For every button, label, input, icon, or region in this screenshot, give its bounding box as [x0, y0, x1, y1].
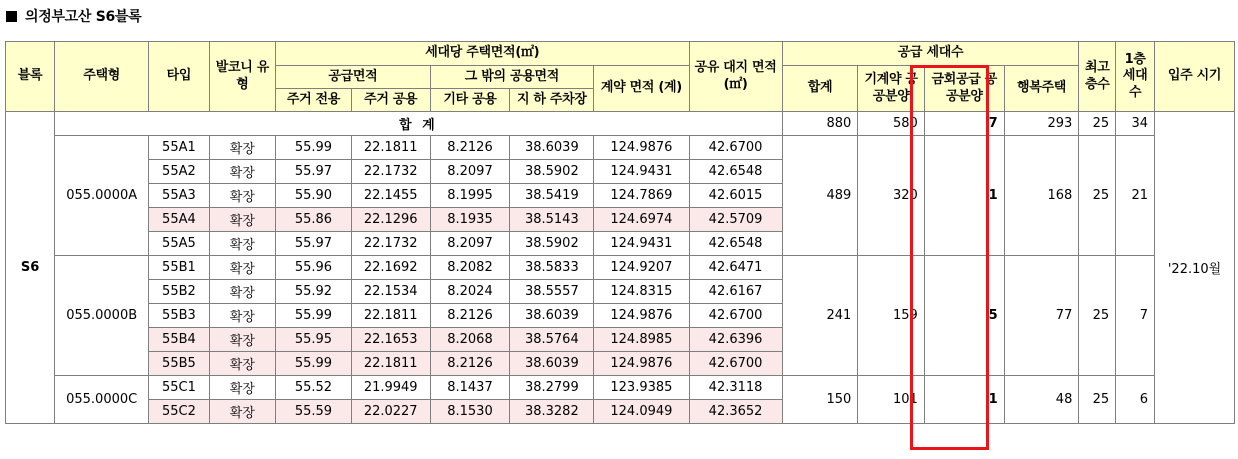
parking-cell: 38.3282 [510, 400, 594, 424]
land-area-cell: 42.6548 [689, 232, 782, 256]
header-underground-parking: 지 하 주차장 [510, 89, 594, 112]
table-row [6, 136, 1235, 160]
housing-type-cell: 055.0000C [55, 376, 149, 424]
type-cell: 55C2 [149, 400, 209, 424]
contract-area-cell: 124.9876 [594, 352, 689, 376]
other-common-cell: 8.2082 [430, 256, 510, 280]
balcony-cell: 확장 [209, 400, 276, 424]
header-first-floor-units: 1층 세대수 [1116, 42, 1155, 112]
other-common-cell: 8.1437 [430, 376, 510, 400]
residential-common-cell: 22.1296 [351, 208, 430, 232]
header-max-floors: 최고 층수 [1079, 42, 1116, 112]
parking-cell: 38.5902 [510, 160, 594, 184]
group-existing-cell: 101 [858, 376, 925, 424]
header-contract-area: 계약 면적 (계) [594, 66, 689, 112]
land-area-cell: 42.6396 [689, 328, 782, 352]
parking-cell: 38.2799 [510, 376, 594, 400]
group-max-floors-cell: 25 [1079, 136, 1116, 256]
land-area-cell: 42.3118 [689, 376, 782, 400]
type-cell: 55A1 [149, 136, 209, 160]
page-title [6, 6, 141, 28]
header-area-group: 세대당 주택면적(㎡) [276, 42, 689, 66]
contract-area-cell: 124.8985 [594, 328, 689, 352]
parking-cell: 38.5764 [510, 328, 594, 352]
group-happy-cell: 168 [1004, 136, 1079, 256]
residential-common-cell: 21.9949 [351, 376, 430, 400]
exclusive-area-cell: 55.96 [276, 256, 352, 280]
residential-common-cell: 22.1732 [351, 232, 430, 256]
summary-total: 880 [782, 112, 858, 136]
contract-area-cell: 124.9876 [594, 136, 689, 160]
residential-common-cell: 22.1455 [351, 184, 430, 208]
header-balcony: 발코니 유형 [209, 42, 276, 112]
balcony-cell: 확장 [209, 208, 276, 232]
group-max-floors-cell: 25 [1079, 376, 1116, 424]
residential-common-cell: 22.1653 [351, 328, 430, 352]
summary-happy: 293 [1004, 112, 1079, 136]
table-row [6, 256, 1235, 280]
land-area-cell: 42.5709 [689, 208, 782, 232]
exclusive-area-cell: 55.92 [276, 280, 352, 304]
type-cell: 55A5 [149, 232, 209, 256]
parking-cell: 38.5143 [510, 208, 594, 232]
header-other-common: 그 밖의 공용면적 [430, 66, 594, 89]
header-type: 타입 [149, 42, 209, 112]
land-area-cell: 42.6700 [689, 136, 782, 160]
exclusive-area-cell: 55.97 [276, 160, 352, 184]
group-existing-cell: 320 [858, 136, 925, 256]
parking-cell: 38.5902 [510, 232, 594, 256]
other-common-cell: 8.1530 [430, 400, 510, 424]
contract-area-cell: 124.0949 [594, 400, 689, 424]
parking-cell: 38.6039 [510, 304, 594, 328]
exclusive-area-cell: 55.52 [276, 376, 352, 400]
balcony-cell: 확장 [209, 352, 276, 376]
residential-common-cell: 22.1811 [351, 136, 430, 160]
type-cell: 55A3 [149, 184, 209, 208]
residential-common-cell: 22.1811 [351, 304, 430, 328]
balcony-cell: 확장 [209, 160, 276, 184]
other-common-cell: 8.1995 [430, 184, 510, 208]
land-area-cell: 42.6015 [689, 184, 782, 208]
group-happy-cell: 48 [1004, 376, 1079, 424]
other-common-cell: 8.2126 [430, 136, 510, 160]
group-total-cell: 241 [782, 256, 858, 376]
other-common-cell: 8.2068 [430, 328, 510, 352]
type-cell: 55A4 [149, 208, 209, 232]
land-area-cell: 42.6167 [689, 280, 782, 304]
type-cell: 55A2 [149, 160, 209, 184]
residential-common-cell: 22.1732 [351, 160, 430, 184]
summary-label: 합 계 [55, 112, 783, 136]
balcony-cell: 확장 [209, 184, 276, 208]
header-this-supply: 금회공급 공공분양 [924, 66, 1004, 112]
residential-common-cell: 22.1692 [351, 256, 430, 280]
type-cell: 55B5 [149, 352, 209, 376]
group-first-floor-cell: 21 [1116, 136, 1155, 256]
other-common-cell: 8.2097 [430, 232, 510, 256]
contract-area-cell: 124.7869 [594, 184, 689, 208]
header-other-common-sub: 기타 공용 [430, 89, 510, 112]
other-common-cell: 8.1935 [430, 208, 510, 232]
type-cell: 55B1 [149, 256, 209, 280]
exclusive-area-cell: 55.90 [276, 184, 352, 208]
summary-first-floor: 34 [1116, 112, 1155, 136]
contract-area-cell: 124.9431 [594, 232, 689, 256]
header-housing-type: 주택형 [55, 42, 149, 112]
balcony-cell: 확장 [209, 328, 276, 352]
exclusive-area-cell: 55.95 [276, 328, 352, 352]
table-row [6, 376, 1235, 400]
balcony-cell: 확장 [209, 256, 276, 280]
move-in-cell: '22.10월 [1155, 112, 1235, 424]
supply-table [5, 41, 1235, 424]
parking-cell: 38.6039 [510, 352, 594, 376]
land-area-cell: 42.3652 [689, 400, 782, 424]
other-common-cell: 8.2126 [430, 304, 510, 328]
summary-this-supply: 7 [924, 112, 1004, 136]
exclusive-area-cell: 55.97 [276, 232, 352, 256]
summary-max-floors: 25 [1079, 112, 1116, 136]
group-happy-cell: 77 [1004, 256, 1079, 376]
contract-area-cell: 124.9431 [594, 160, 689, 184]
header-residential-exclusive: 주거 전용 [276, 89, 352, 112]
parking-cell: 38.5833 [510, 256, 594, 280]
group-this-supply-cell: 1 [924, 376, 1004, 424]
parking-cell: 38.6039 [510, 136, 594, 160]
contract-area-cell: 123.9385 [594, 376, 689, 400]
header-move-in: 입주 시기 [1155, 42, 1235, 112]
other-common-cell: 8.2097 [430, 160, 510, 184]
group-total-cell: 489 [782, 136, 858, 256]
type-cell: 55C1 [149, 376, 209, 400]
group-max-floors-cell: 25 [1079, 256, 1116, 376]
other-common-cell: 8.2024 [430, 280, 510, 304]
balcony-cell: 확장 [209, 280, 276, 304]
type-cell: 55B2 [149, 280, 209, 304]
residential-common-cell: 22.1534 [351, 280, 430, 304]
header-supply-area: 공급면적 [276, 66, 431, 89]
summary-existing: 580 [858, 112, 925, 136]
type-cell: 55B3 [149, 304, 209, 328]
group-first-floor-cell: 7 [1116, 256, 1155, 376]
exclusive-area-cell: 55.99 [276, 136, 352, 160]
residential-common-cell: 22.1811 [351, 352, 430, 376]
header-units-total: 합계 [782, 66, 858, 112]
header-happy-housing: 행복주택 [1004, 66, 1079, 112]
exclusive-area-cell: 55.99 [276, 352, 352, 376]
group-this-supply-cell: 1 [924, 136, 1004, 256]
header-block: 블록 [6, 42, 55, 112]
block-cell: S6 [6, 112, 55, 424]
land-area-cell: 42.6700 [689, 304, 782, 328]
contract-area-cell: 124.8315 [594, 280, 689, 304]
exclusive-area-cell: 55.59 [276, 400, 352, 424]
contract-area-cell: 124.9876 [594, 304, 689, 328]
page-title-text: 의정부고산 S6블록 [25, 9, 142, 25]
header-land-area: 공유 대지 면적 (㎡) [689, 42, 782, 112]
contract-area-cell: 124.9207 [594, 256, 689, 280]
exclusive-area-cell: 55.86 [276, 208, 352, 232]
land-area-cell: 42.6700 [689, 352, 782, 376]
balcony-cell: 확장 [209, 304, 276, 328]
parking-cell: 38.5419 [510, 184, 594, 208]
group-first-floor-cell: 6 [1116, 376, 1155, 424]
other-common-cell: 8.2126 [430, 352, 510, 376]
residential-common-cell: 22.0227 [351, 400, 430, 424]
exclusive-area-cell: 55.99 [276, 304, 352, 328]
header-units-group: 공급 세대수 [782, 42, 1079, 66]
group-existing-cell: 159 [858, 256, 925, 376]
balcony-cell: 확장 [209, 232, 276, 256]
balcony-cell: 확장 [209, 136, 276, 160]
header-existing-contract: 기계약 공공분양 [858, 66, 925, 112]
group-this-supply-cell: 5 [924, 256, 1004, 376]
header-residential-common: 주거 공용 [351, 89, 430, 112]
group-total-cell: 150 [782, 376, 858, 424]
housing-type-cell: 055.0000A [55, 136, 149, 256]
balcony-cell: 확장 [209, 376, 276, 400]
contract-area-cell: 124.6974 [594, 208, 689, 232]
square-bullet-icon [6, 11, 17, 22]
land-area-cell: 42.6471 [689, 256, 782, 280]
land-area-cell: 42.6548 [689, 160, 782, 184]
parking-cell: 38.5557 [510, 280, 594, 304]
housing-type-cell: 055.0000B [55, 256, 149, 376]
type-cell: 55B4 [149, 328, 209, 352]
